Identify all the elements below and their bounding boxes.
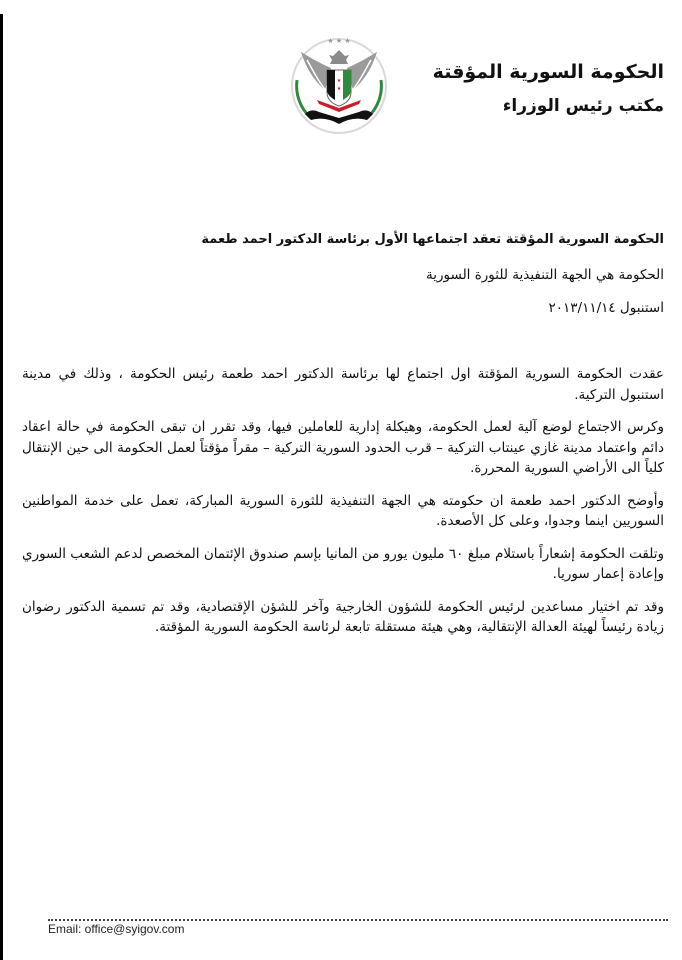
paragraph: وقد تم اختيار مساعدين لرئيس الحكومة للشؤون الخارجية وآخر للشؤن الإقتصادية، وقد تم تسمية الدكتور رضوان زيادة رئيساً لهيئة العدالة الإنتقالية، وهي هيئة مستقلة تابعة لرئاسة الحكومة السورية المؤقتة. (22, 598, 664, 635)
footer-divider (48, 919, 668, 921)
svg-text:★: ★ (336, 86, 342, 92)
letterhead (433, 58, 664, 120)
subtitle: الحكومة هي الجهة التنفيذية للثورة السورية (426, 267, 664, 283)
organization-name: الحكومة السورية المؤقتة (432, 61, 664, 83)
eagle-emblem-icon (283, 30, 395, 138)
paragraph: وتلقت الحكومة إشعاراً باستلام مبلغ ٦٠ مليون يورو من المانيا بإسم صندوق الإئتمان المخصص لدعم الشعب السوري وإعادة إعمار سوريا. (22, 545, 664, 582)
paragraph: وكرس الاجتماع لوضع آلية لعمل الحكومة، وهيكلة إدارية للعاملين فيها، وقد تقرر ان تبقى الحكومة في حالة اعقاد دائم واعتماد مدينة غازي عينتاب التركية – قرب الحدود السورية التركية – مقراً مؤقتاً لعمل الحكومة الى حين الإنتقال كلياً الى الأراضي السورية المحررة. (22, 419, 664, 476)
svg-text:★ ★ ★: ★ ★ ★ (327, 37, 351, 45)
paragraph: وأوضح الدكتور احمد طعمة ان حكومته هي الجهة التنفيذية للثورة السورية المباركة، تعمل على خدمة المواطنين السوريين اينما وجدوا، وعلى كل الأصعدة. (22, 492, 664, 529)
footer-email: Email: office@syigov.com (48, 922, 185, 936)
headline: الحكومة السورية المؤقتة تعقد اجتماعها الأول برئاسة الدكتور احمد طعمة (201, 232, 664, 247)
page-left-border (0, 14, 3, 960)
dateline: استنبول ٢٠١٣/١١/١٤ (548, 300, 664, 316)
paragraph: عقدت الحكومة السورية المؤقتة اول اجتماع لها برئاسة الدكتور احمد طعمة رئيس الحكومة ، وذلك في مدينة استنبول التركية. (22, 366, 664, 403)
article-body (22, 364, 664, 650)
svg-text:★: ★ (336, 78, 342, 84)
office-name: مكتب رئيس الوزراء (502, 96, 664, 116)
